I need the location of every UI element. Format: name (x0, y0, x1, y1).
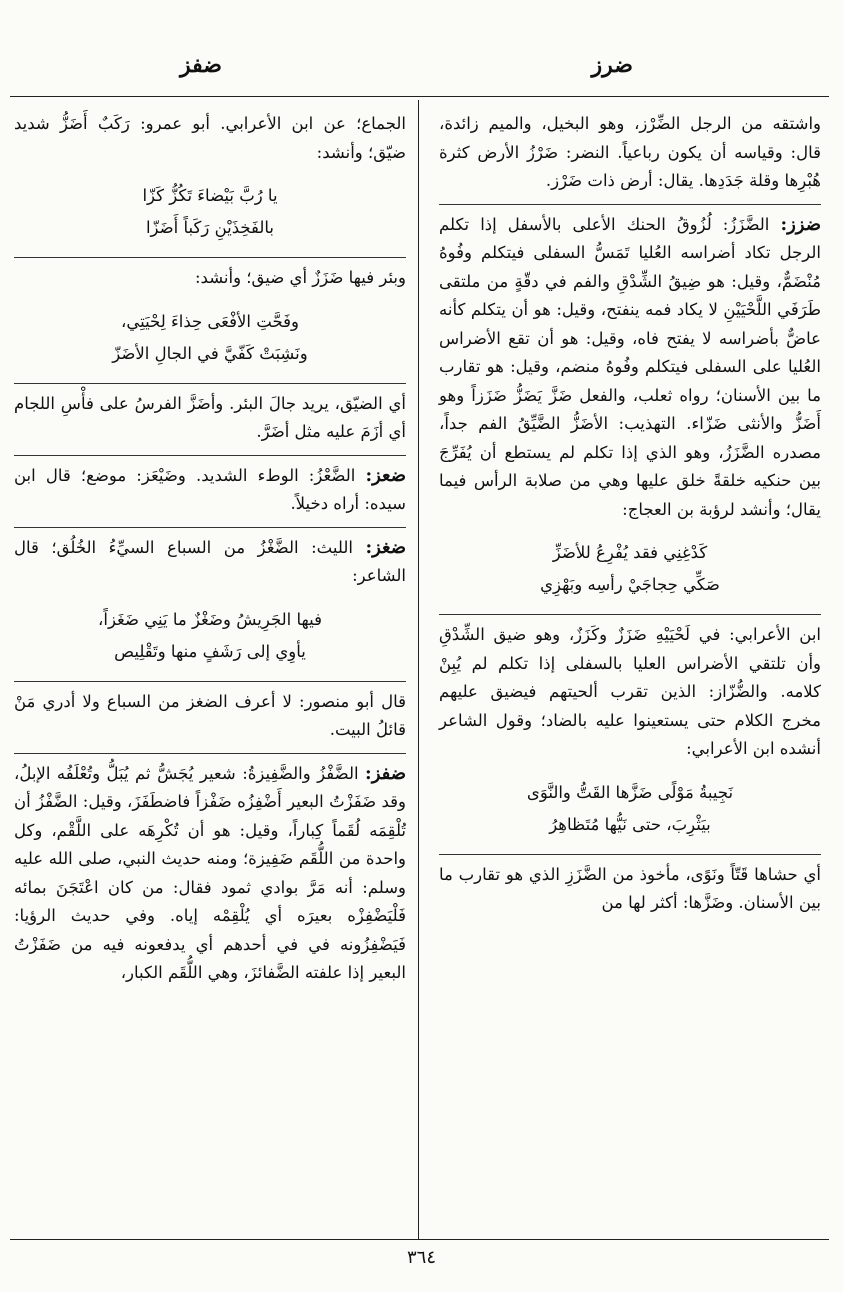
paragraph: واشتقه من الرجل الضِّرْز، وهو البخيل، والميم زائدة، قال: وقياسه أن يكون رباعياً. النضر: ضَرْزُ الأرض كثرة هُبْرِها وقلة جَدَدِها. يقال: أرض ذات ضَرْز. (439, 114, 821, 190)
entry-separator (439, 204, 821, 205)
dictionary-entry (14, 462, 406, 519)
paragraph: ابن الأعرابي: في لَحْيَيْهِ ضَزَزٌ وكَزَزٌ، وهو ضيق الشِّدْقِ وأن تلتقي الأضراس العليا بالسفلى إذا تكلم لم يُبِنْ كلامه. والضُّزّاز: الذين تقرب ألحيتهم فيضيق عليهم مخرج الكلام حتى يستعينوا عليه بالضاد؛ وقول الشاعر أنشده ابن الأعرابي: (439, 625, 821, 758)
entry-separator (14, 753, 406, 754)
verse (439, 778, 821, 840)
entry-separator (14, 527, 406, 528)
entry-text: الضَّزَزُ: لُزُوقُ الحنك الأعلى بالأسفل إذا تكلم الرجل تكاد أضراسه العُليا تَمَسُّ السفلى فيتكلم وفُوهُ مُنْضَمٌّ، وقيل: هو ضِيقُ الشِّدْقِ والفم في دقّةٍ من ملتقى طَرَفَي اللَّحْيَيْنِ لا يكاد فمه ينفتح، وقيل: هو أن يتكلم كأنه عاضٌّ بأضراسه لا يفتح فاه، وقيل: هو أن تقع الأضراس العُليا على السفلى فيتكلم وفُوهُ منضم، وقيل: هو تقارب ما بين الأسنان؛ رواه ثعلب، والفعل ضَزَّ يَضَزُّ ضَزَزاً وهو أَضَزُّ والأنثى ضَزّاء. التهذيب: الأضَزُّ الضَّيِّقُ الفم جداً، مصدره الضَّزَزُ، وهو الذي إذا تكلم لم يستطع أن يُفَرِّجَ بين حنكيه خلقةً خلق عليها وهي من صلابة الرأس فيما يقال؛ وأنشد لرؤبة بن العجاج: (439, 214, 821, 519)
verse (14, 605, 406, 667)
top-rule (10, 96, 829, 97)
left-column (14, 110, 406, 988)
entry-headword: ضفز: (365, 762, 407, 784)
bottom-rule (10, 1239, 829, 1240)
paragraph: أي الضيّق، يريد جالَ البئر. وأضَزَّ الفرسُ على فأْسِ اللجام أي أزَمَ عليه مثل أضَرَّ. (14, 393, 406, 441)
dictionary-entry (439, 211, 821, 525)
entry-separator (14, 383, 406, 384)
verse (439, 538, 821, 600)
right-column (439, 110, 821, 918)
paragraph: وبئر فيها ضَزَزٌ أي ضيق؛ وأنشد: (194, 268, 406, 287)
entry-text: الليث: الضَّغْزُ من السباع السيِّءُ الخُلُق؛ قال الشاعر: (14, 537, 406, 585)
column-divider (418, 100, 419, 1240)
entry-separator (14, 257, 406, 258)
verse-line: بالفَخِذَيْنِ رَكَباً أَضَزّا (145, 218, 275, 237)
entry-separator (439, 614, 821, 615)
verse-line: فيها الجَرِيشُ وضَغْزٌ ما يَنِي ضَغَزاً، (98, 609, 322, 629)
page-number: ٣٦٤ (406, 1247, 436, 1268)
entry-separator (439, 854, 821, 855)
verse (14, 181, 406, 243)
entry-headword: ضزز: (780, 213, 821, 235)
verse-line: يا رُبَّ بَيْضاءَ تَكُزُّ كَزّا (142, 186, 278, 205)
verse-line: يأوِي إلى رَشَفٍ منها وتَقْلِيص (114, 641, 306, 661)
dictionary-entry (14, 760, 406, 988)
verse-line: بيَثْرِبَ، حتى نَيُّها مُتَظاهِرُ (549, 814, 711, 834)
entry-headword: ضعز: (365, 464, 406, 486)
paragraph: قال أبو منصور: لا أعرف الضغز من السباع ولا أدري مَنْ قائلُ البيت. (14, 691, 406, 739)
paragraph: أي حشاها قَتّاً ونَوًى، مأخوذ من الضَّزَزِ الذي هو تقارب ما بين الأسنان. وضَزَّها: أكثر لها من (439, 864, 821, 912)
verse-line: وفَحَّتِ الأفْعَى حِذاءَ لِحْيَتِي، (121, 311, 299, 331)
entry-headword: ضغز: (365, 536, 406, 558)
running-header-left: ضفز (180, 52, 222, 78)
paragraph: الجماع؛ عن ابن الأعرابي. أبو عمرو: رَكَبٌ أَضَزُّ شديد ضيّق؛ وأنشد: (14, 114, 406, 162)
verse-line: كَدْغِنِي فقد يُفْرِعُ للأضَزِّ (552, 543, 708, 562)
verse (14, 307, 406, 369)
dictionary-entry (14, 534, 406, 591)
verse-line: ونَشِبَتْ كَفّيَّ في الجالِ الأضَزّ (112, 343, 308, 363)
entry-separator (14, 681, 406, 682)
entry-separator (14, 455, 406, 456)
entry-text: الضَّفْزُ والضَّفِيزةُ: شعير يُجَشُّ ثم يُبَلُّ وتُعْلَفُه الإبلُ، وقد ضَفَزْتُ البعير أَضْفِزُه ضَفْزاً فاضطَفَزَ، وقيل: الضَّفْزُ أن تُلْقِمَه لُقَماً كِباراً، وقيل: هو أن تُكْرِهَه على اللَّقْم، وكل واحدة من اللُّقَم ضَفِيزة؛ ومنه حديث النبي، صلى الله عليه وسلم: أنه مَرَّ بوادي ثمود فقال: من كان اعْتَجَنَ بمائه فَلْيَضْفِزْه بعيرَه أي يُلْقِمْه إياه. وفي حديث الرؤيا: فَيَضْفِزُونه في في أحدهم أي يدفعونه فيه من ضَفَزْتُ البعير إذا علفته الضَّفائزَ، وهي اللُّقَم الكبار، (14, 763, 406, 982)
verse-line: نَجِيبةُ مَوْلًى ضَزَّها القَتُّ والنَّوَى (526, 782, 734, 802)
entry-text: الضَّعْزُ: الوطء الشديد. وضَيْعَز: موضع؛ قال ابن سيده: أراه دخيلاً. (14, 465, 406, 513)
verse-line: صَكِّي حِجاجَيْ رأسِه وبَهْزِي (540, 575, 720, 594)
running-header-right: ضرز (591, 52, 633, 78)
